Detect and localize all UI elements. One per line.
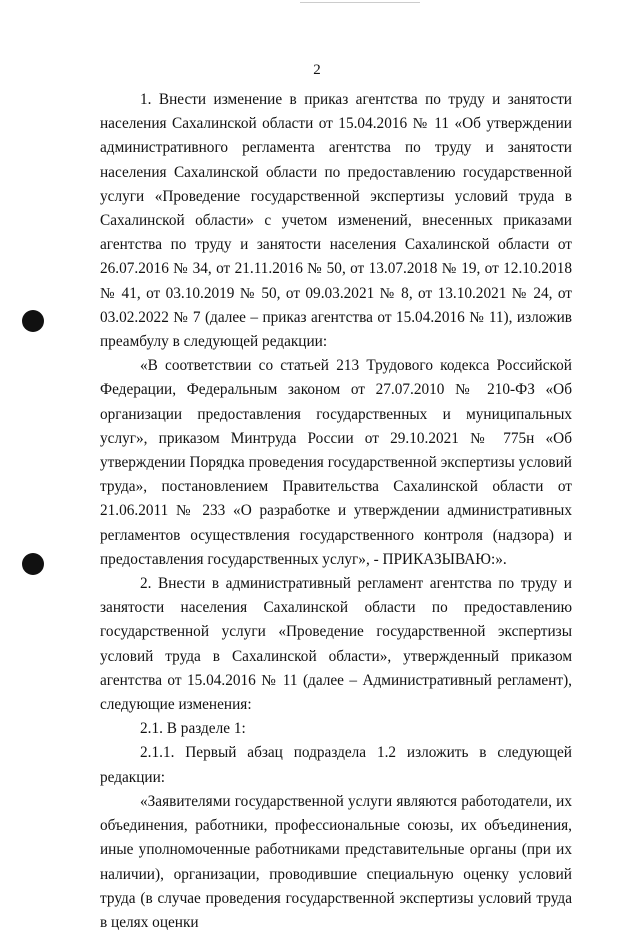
punch-hole-icon <box>22 553 44 575</box>
paragraph-amend-regulation: 2. Внести в административный регламент агентства по труду и занятости населения Сахалинской области по предоставлению государственной услуги «Проведение государственной экспертизы условий труда в Сахалинской области», утвержденный приказом агентства от 15.04.2016 № 11 (далее – Административный регламент), следующие изменения: <box>100 575 572 714</box>
paragraph-applicants: «Заявителями государственной услуги являются работодатели, их объединения, работники, профессиональные союзы, их объединения, иные уполномоченные работниками представительные органы (при их наличии), организации, проводившие специальную оценку условий труда (в случае проведения государственной экспертизы условий труда в целях оценки <box>100 792 572 931</box>
paragraph-section-1: 2.1. В разделе 1: <box>140 720 246 738</box>
paragraph-subsection-1-2: 2.1.1. Первый абзац подраздела 1.2 изложить в следующей редакции: <box>100 744 572 786</box>
page-number: 2 <box>313 62 321 78</box>
document-body <box>100 88 572 935</box>
scan-artifact-line <box>300 2 420 3</box>
paragraph-preamble: «В соответствии со статьей 213 Трудового кодекса Российской Федерации, Федеральным законом от 27.07.2010 № 210-ФЗ «Об организации предоставления государственных и муниципальных услуг», приказом Минтруда России от 29.10.2021 № 775н «Об утверждении Порядка проведения государственной экспертизы условий труда», постановлением Правительства Сахалинской области от 21.06.2011 № 233 «О разработке и утверждении административных регламентов осуществления государственного контроля (надзора) и предоставления государственных услуг», - ПРИКАЗЫВАЮ:». <box>100 357 572 568</box>
paragraph-amend-order: 1. Внести изменение в приказ агентства по труду и занятости населения Сахалинской области от 15.04.2016 № 11 «Об утверждении административного регламента агентства по труду и занятости населения Сахалинской области по предоставлению государственной услуги «Проведение государственной экспертизы условий труда в Сахалинской области» с учетом изменений, внесенных приказами агентства по труду и занятости населения Сахалинской области от 26.07.2016 № 34, от 21.11.2016 № 50, от 13.07.2018 № 19, от 12.10.2018 № 41, от 03.10.2019 № 50, от 09.03.2021 № 8, от 13.10.2021 № 24, от 03.02.2022 № 7 (далее – приказ агентства от 15.04.2016 № 11), изложив преамбулу в следующей редакции: <box>100 91 572 351</box>
punch-hole-icon <box>22 310 44 332</box>
